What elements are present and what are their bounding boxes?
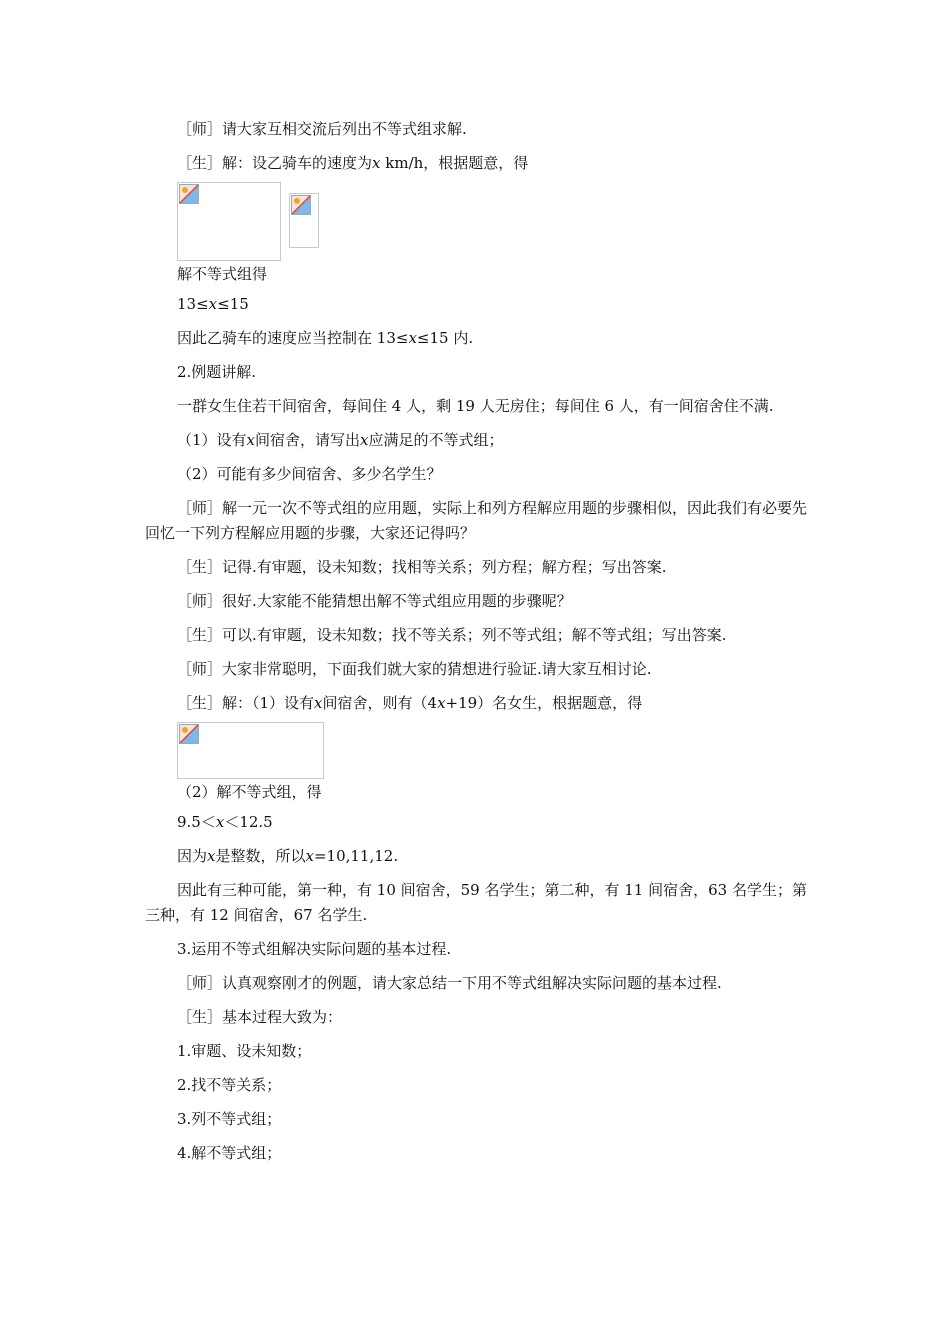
paragraph-question-1: （1）设有x间宿舍，请写出x应满足的不等式组；: [177, 431, 504, 449]
paragraph-teacher-4: ［师］大家非常聪明，下面我们就大家的猜想进行验证.请大家互相讨论.: [177, 660, 652, 678]
paragraph-conclusion-2: 因此有三种可能，第一种，有 10 间宿舍，59 名学生；第二种，有 11 间宿舍，63 名学生；第三种，有 12 间宿舍，67 名学生.: [145, 881, 807, 924]
paragraph-student-4: ［生］解：（1）设有x间宿舍，则有（4x+19）名女生，根据题意，得: [177, 694, 643, 712]
document-body: [145, 112, 810, 1170]
paragraph-student-3: ［生］可以.有审题，设未知数；找不等关系；列不等式组；解不等式组；写出答案.: [177, 626, 727, 644]
paragraph-solve-text: 解不等式组得: [177, 265, 268, 283]
paragraph-student-1: ［生］解：设乙骑车的速度为x km/h，根据题意，得: [177, 154, 529, 172]
inequality-system-image-2: [177, 722, 324, 779]
broken-image-icon: [291, 195, 311, 215]
inequality-brace-image: [289, 193, 319, 248]
paragraph-solution-range-2: 9.5＜x＜12.5: [177, 813, 273, 831]
variable-x: x: [215, 813, 225, 831]
broken-image-icon: [179, 184, 199, 204]
paragraph-student-2: ［生］记得.有审题，设未知数；找相等关系；列方程；解方程；写出答案.: [177, 558, 667, 576]
step-item-4: 4.解不等式组；: [177, 1144, 282, 1162]
paragraph-teacher-5: ［师］认真观察刚才的例题，请大家总结一下用不等式组解决实际问题的基本过程.: [177, 974, 722, 992]
paragraph-example-problem: 一群女生住若干间宿舍，每间住 4 人，剩 19 人无房住；每间住 6 人，有一间宿舍住不满.: [177, 397, 774, 415]
section-heading-3: 3.运用不等式组解决实际问题的基本过程.: [177, 940, 452, 958]
section-heading-2: 2.例题讲解.: [177, 363, 257, 381]
paragraph-solution-range-1: 13≤x≤15: [177, 295, 249, 313]
variable-x: x: [314, 694, 323, 712]
step-item-2: 2.找不等关系；: [177, 1076, 282, 1094]
inequality-system-image: [177, 182, 281, 261]
paragraph-teacher-3: ［师］很好.大家能不能猜想出解不等式组应用题的步骤呢？: [177, 592, 572, 610]
variable-x: x: [208, 295, 218, 313]
variable-x: x: [437, 694, 446, 712]
broken-image-icon: [179, 724, 199, 744]
paragraph-integer-note: 因为x是整数，所以x=10,11,12.: [177, 847, 399, 865]
variable-x: x: [372, 154, 381, 172]
inequality-images-row-2: [145, 722, 810, 779]
variable-x: x: [246, 431, 256, 449]
paragraph-teacher-2: ［师］解一元一次不等式组的应用题，实际上和列方程解应用题的步骤相似，因此我们有必要先回忆一下列方程解应用题的步骤，大家还记得吗？: [145, 499, 808, 542]
paragraph-conclusion-1: 因此乙骑车的速度应当控制在 13≤x≤15 内.: [177, 329, 474, 347]
variable-x: x: [408, 329, 417, 347]
variable-x: x: [360, 431, 369, 449]
paragraph-student-5: ［生］基本过程大致为：: [177, 1008, 343, 1026]
variable-x: x: [207, 847, 216, 865]
paragraph-teacher-1: ［师］请大家互相交流后列出不等式组求解.: [177, 120, 467, 138]
paragraph-question-2: （2）可能有多少间宿舍、多少名学生？: [177, 465, 442, 483]
variable-x: x: [305, 847, 314, 865]
step-item-1: 1.审题、设未知数；: [177, 1042, 312, 1060]
inequality-images-row-1: [145, 182, 810, 261]
paragraph-solve-text-2: （2）解不等式组，得: [177, 783, 322, 801]
step-item-3: 3.列不等式组；: [177, 1110, 282, 1128]
